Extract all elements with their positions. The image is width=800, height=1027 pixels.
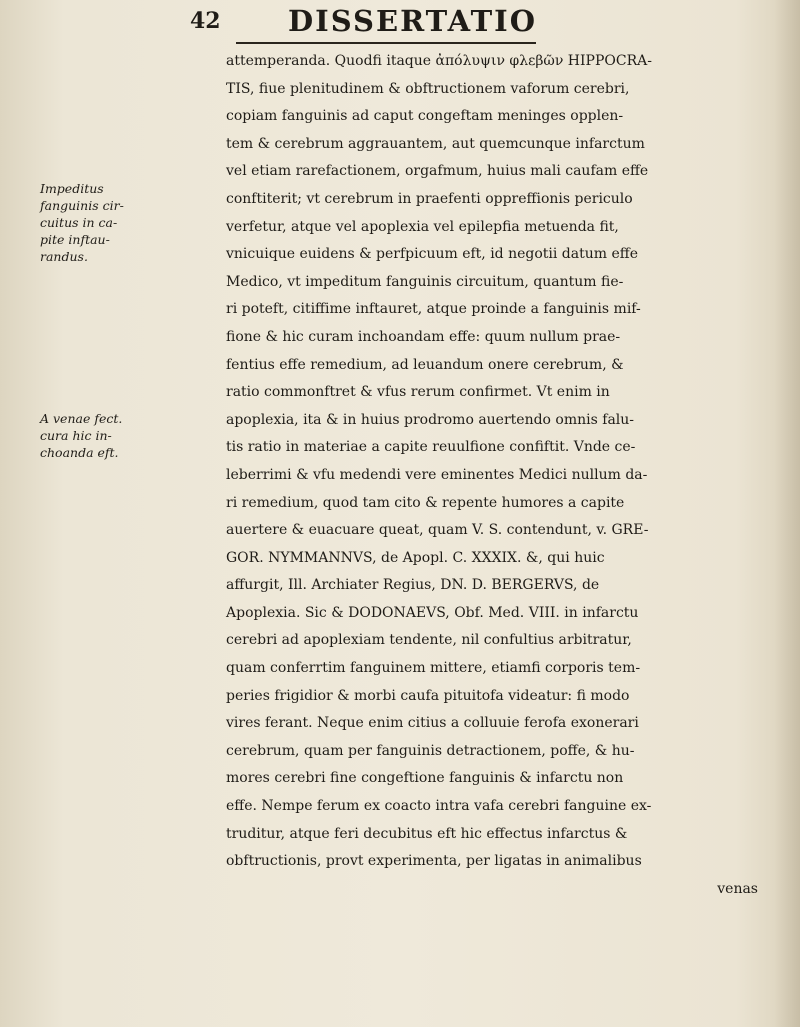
text-line: effe. Nempe ferum ex coacto intra vafa cerebri fanguine ex- [226, 798, 652, 815]
text-line: fentius effe remedium, ad leuandum onere cerebrum, & [226, 356, 624, 373]
margin-note-line: cuitus in ca- [40, 215, 118, 230]
header-rule [236, 42, 536, 44]
page-header [190, 4, 750, 44]
text-line: conftiterit; vt cerebrum in praefenti oppreffionis periculo [226, 190, 633, 207]
text-line: mores cerebri fine congeftione fanguinis & infarctu non [226, 770, 624, 787]
text-line: ratio commonftret & vfus rerum confirmet. Vt enim in [226, 384, 610, 401]
text-line: vnicuique euidens & perfpicuum eft, id negotii datum effe [226, 246, 639, 263]
text-line: cerebri ad apoplexiam tendente, nil confultius arbitratur, [226, 632, 632, 649]
text-line: vel etiam rarefactionem, orgafmum, huius mali caufam effe [226, 163, 649, 180]
body-text [226, 48, 766, 903]
text-line: Medico, vt impeditum fanguinis circuitum, quantum fie- [226, 273, 624, 290]
text-line: Apoplexia. Sic & DODONAEVS, Obf. Med. VIII. in infarctu [226, 604, 639, 621]
text-line: ri poteft, citiffime inftauret, atque proinde a fanguinis mif- [226, 301, 641, 318]
catchword: venas [717, 880, 758, 897]
running-title: DISSERTATIO [288, 4, 537, 38]
margin-note-line: cura hic in- [40, 428, 112, 443]
text-line: truditur, atque feri decubitus eft hic effectus infarctus & [226, 825, 628, 842]
margin-note-line: randus. [40, 249, 88, 264]
text-line: attemperanda. Quodfi itaque ἀπόλυψιν φλεβῶν HIPPOCRA- [226, 53, 652, 69]
text-line: tis ratio in materiae a capite reuulfione confiftit. Vnde ce- [226, 439, 636, 456]
text-line: copiam fanguinis ad caput congeftam meninges opplen- [226, 108, 624, 125]
text-line: ri remedium, quod tam cito & repente humores a capite [226, 494, 625, 511]
text-line: vires ferant. Neque enim citius a colluuie ferofa exonerari [226, 715, 639, 732]
text-line: fione & hic curam inchoandam effe: quum nullum prae- [226, 328, 621, 345]
margin-note-line: fanguinis cir- [40, 198, 124, 213]
text-line: auertere & euacuare queat, quam V. S. contendunt, v. GRE- [226, 522, 649, 539]
margin-note-line: pite inftau- [40, 232, 110, 247]
text-line: tem & cerebrum aggrauantem, aut quemcunque infarctum [226, 135, 645, 152]
margin-note-venae-sectio [40, 410, 122, 461]
text-line: quam conferrtim fanguinem mittere, etiamfi corporis tem- [226, 660, 641, 677]
text-line: affurgit, Ill. Archiater Regius, DN. D. BERGERVS, de [226, 577, 600, 594]
text-line: cerebrum, quam per fanguinis detractionem, poffe, & hu- [226, 742, 635, 759]
text-line: GOR. NYMMANNVS, de Apopl. C. XXXIX. &, qui huic [226, 549, 605, 566]
margin-note-impeditus [40, 180, 124, 265]
text-line: leberrimi & vfu medendi vere eminentes Medici nullum da- [226, 466, 648, 483]
text-line: TIS, fiue plenitudinem & obftructionem vaforum cerebri, [226, 80, 630, 97]
text-line: peries frigidior & morbi caufa pituitofa videatur: fi modo [226, 687, 630, 704]
page-edge-shadow [774, 0, 800, 1027]
margin-note-line: A venae fect. [40, 411, 123, 426]
text-line: apoplexia, ita & in huius prodromo auertendo omnis falu- [226, 411, 635, 428]
margin-note-line: choanda eft. [40, 445, 119, 460]
text-line: verfetur, atque vel apoplexia vel epilepfia metuenda fit, [226, 218, 619, 235]
margin-note-line: Impeditus [40, 181, 104, 196]
page-number: 42 [190, 8, 221, 34]
text-line: obftructionis, provt experimenta, per ligatas in animalibus [226, 853, 642, 870]
